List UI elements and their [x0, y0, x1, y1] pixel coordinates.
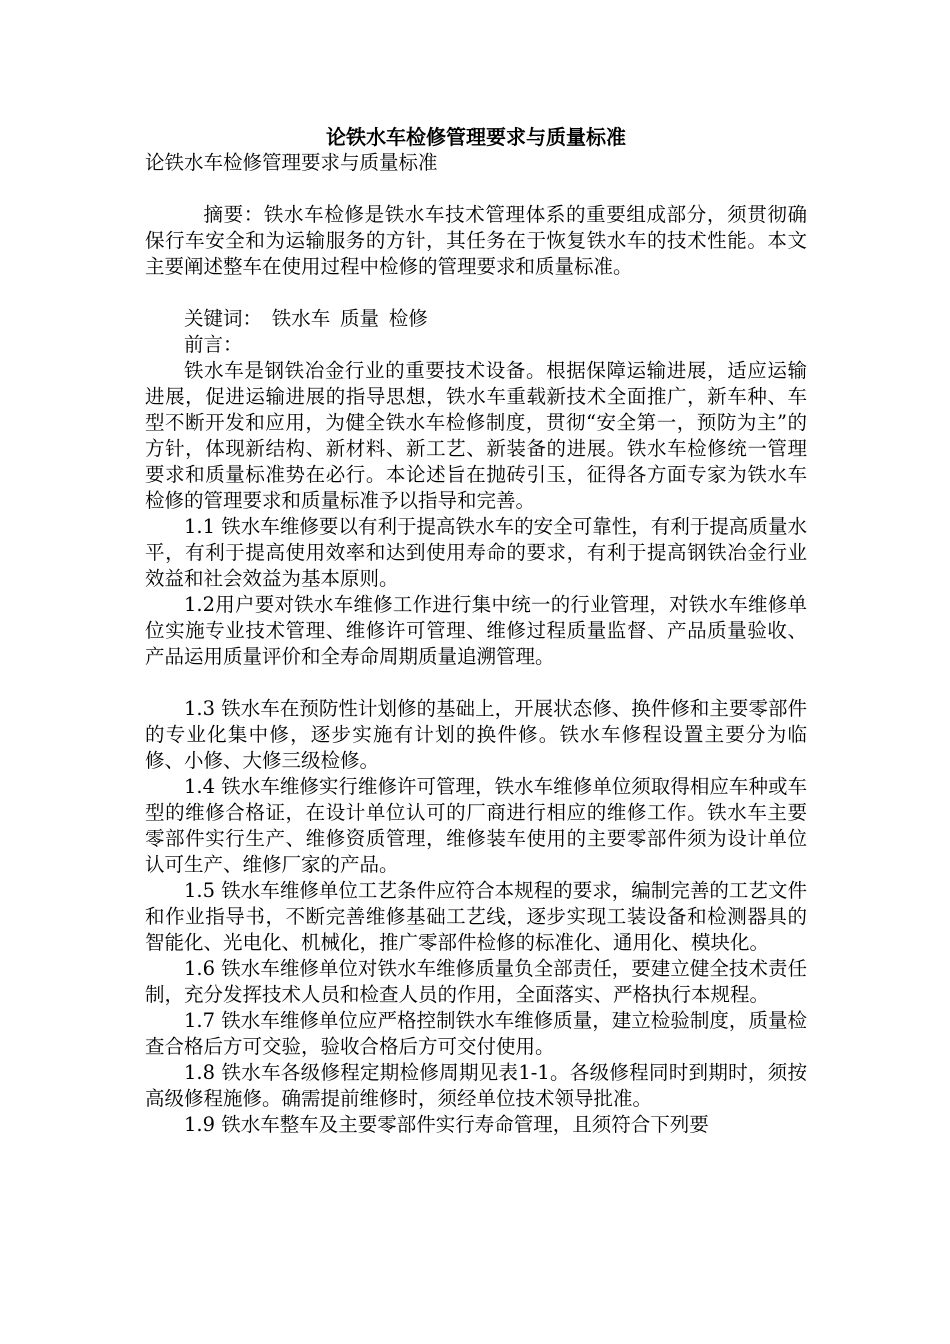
section-1-2: 1.2用户要对铁水车维修工作进行集中统一的行业管理，对铁水车维修单位实施专业技术管理、维修许可管理、维修过程质量监督、产品质量验收、产品运用质量评价和全寿命周期质量追溯管理。: [145, 593, 807, 668]
abstract-paragraph: 摘要：铁水车检修是铁水车技术管理体系的重要组成部分，须贯彻确保行车安全和为运输服务的方针，其任务在于恢复铁水车的技术性能。本文主要阐述整车在使用过程中检修的管理要求和质量标准。: [145, 203, 807, 278]
preface-label: 前言：: [184, 333, 243, 356]
section-1-7: 1.7 铁水车维修单位应严格控制铁水车维修质量，建立检验制度，质量检查合格后方可交验，验收合格后方可交付使用。: [145, 1009, 807, 1058]
section-1-9: 1.9 铁水车整车及主要零部件实行寿命管理，且须符合下列要: [184, 1113, 709, 1136]
keyword-3: 检修: [388, 307, 428, 330]
intro-paragraph: 铁水车是钢铁冶金行业的重要技术设备。根据保障运输进展，适应运输进展，促进运输进展的指导思想，铁水车重载新技术全面推广，新车种、车型不断开发和应用，为健全铁水车检修制度，贯彻“安全第一，预防为主”的方针，体现新结构、新材料、新工艺、新装备的进展。铁水车检修统一管理要求和质量标准势在必行。本论述旨在抛砖引玉，征得各方面专家为铁水车检修的管理要求和质量标准予以指导和完善。: [145, 359, 807, 512]
section-1-3: 1.3 铁水车在预防性计划修的基础上，开展状态修、换件修和主要零部件的专业化集中修，逐步实施有计划的换件修。铁水车修程设置主要分为临修、小修、大修三级检修。: [145, 697, 807, 772]
section-1-8: 1.8 铁水车各级修程定期检修周期见表1-1。各级修程同时到期时，须按高级修程施修。确需提前维修时，须经单位技术领导批准。: [145, 1061, 807, 1110]
keyword-2: 质量: [340, 307, 380, 330]
section-1-1: 1.1 铁水车维修要以有利于提高铁水车的安全可靠性，有利于提高质量水平，有利于提高使用效率和达到使用寿命的要求，有利于提高钢铁冶金行业效益和社会效益为基本原则。: [145, 515, 807, 590]
document-subtitle: 论铁水车检修管理要求与质量标准: [145, 151, 438, 174]
keywords-line: [145, 306, 807, 332]
document-body: [145, 124, 807, 1138]
document-title: 论铁水车检修管理要求与质量标准: [326, 125, 626, 149]
keywords-label: 关键词：: [184, 307, 263, 330]
section-1-5: 1.5 铁水车维修单位工艺条件应符合本规程的要求，编制完善的工艺文件和作业指导书，不断完善维修基础工艺线，逐步实现工装设备和检测器具的智能化、光电化、机械化，推广零部件检修的标准化、通用化、模块化。: [145, 879, 807, 954]
section-1-6: 1.6 铁水车维修单位对铁水车维修质量负全部责任，要建立健全技术责任制，充分发挥技术人员和检查人员的作用，全面落实、严格执行本规程。: [145, 957, 807, 1006]
keyword-1: 铁水车: [271, 307, 331, 330]
section-1-4: 1.4 铁水车维修实行维修许可管理，铁水车维修单位须取得相应车种或车型的维修合格证，在设计单位认可的厂商进行相应的维修工作。铁水车主要零部件实行生产、维修资质管理，维修装车使用的主要零部件须为设计单位认可生产、维修厂家的产品。: [145, 775, 807, 876]
